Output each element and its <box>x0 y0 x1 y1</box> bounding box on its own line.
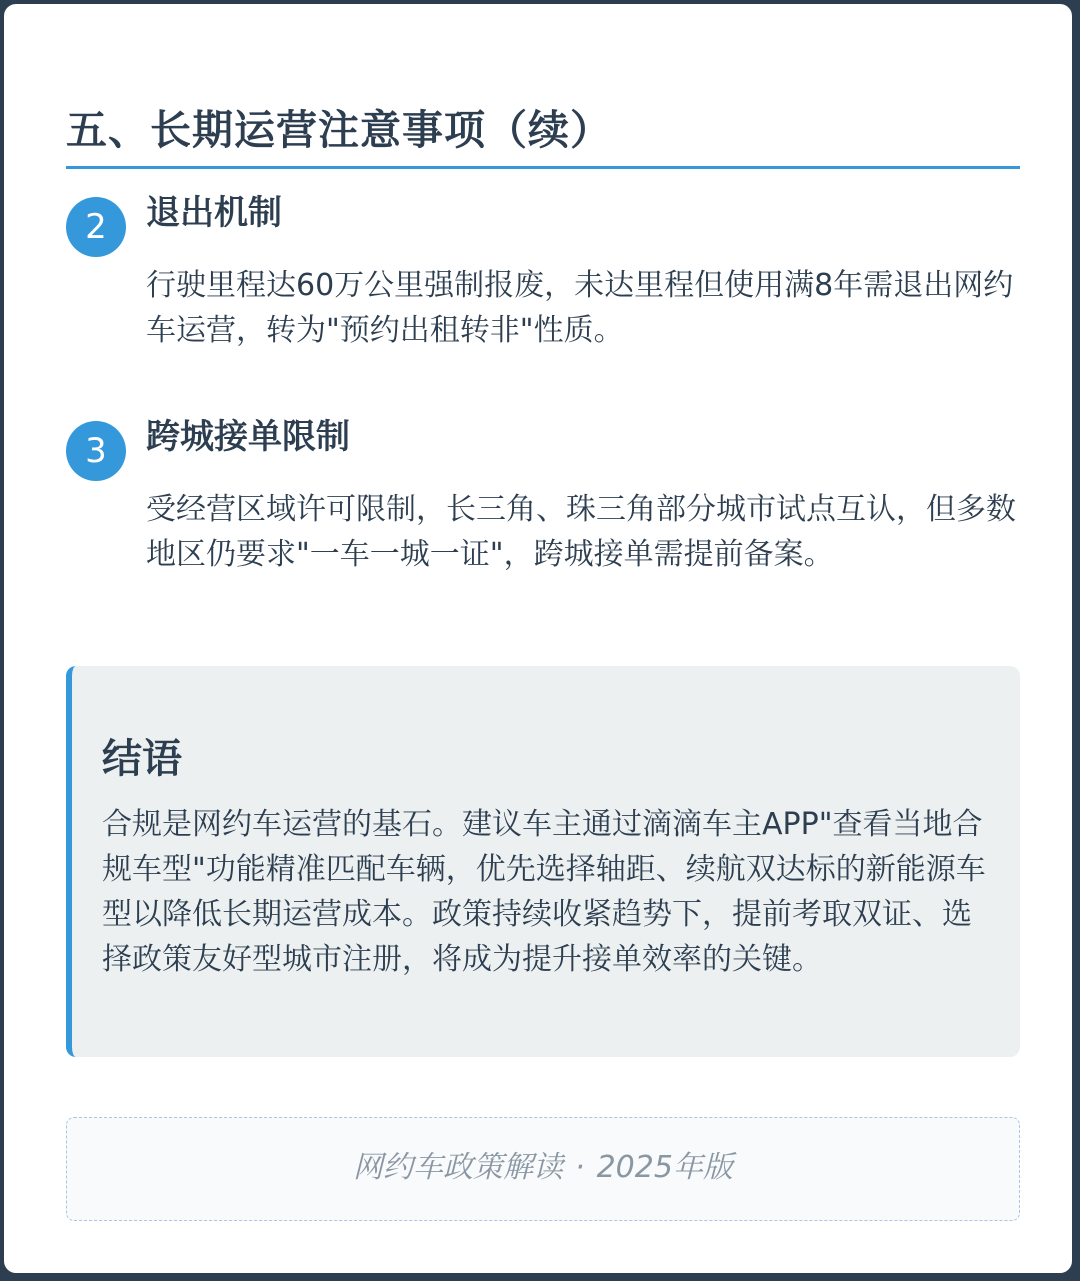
item-heading: 退出机制 <box>146 193 282 233</box>
number-badge: 3 <box>66 421 126 481</box>
item-body: 受经营区域许可限制，长三角、珠三角部分城市试点互认，但多数地区仍要求"一车一城一证"，跨城接单需提前备案。 <box>146 492 1016 572</box>
item-heading: 跨城接单限制 <box>146 417 350 457</box>
conclusion-title: 结语 <box>102 736 182 782</box>
item-body: 行驶里程达60万公里强制报废，未达里程但使用满8年需退出网约车运营，转为"预约出租转非"性质。 <box>146 268 1014 348</box>
number-badge: 2 <box>66 197 126 257</box>
article-card <box>2 2 1074 1275</box>
title-underline <box>66 166 1020 169</box>
footer-note <box>66 1117 1020 1221</box>
footer-title: 网约车政策解读 <box>353 1150 564 1185</box>
footer-edition: 2025年版 <box>596 1150 733 1185</box>
footer-separator: · <box>575 1150 585 1185</box>
section-title: 五、长期运营注意事项（续） <box>66 106 612 154</box>
conclusion-panel <box>66 666 1020 1057</box>
conclusion-body: 合规是网约车运营的基石。建议车主通过滴滴车主APP"查看当地合规车型"功能精准匹配车辆，优先选择轴距、续航双达标的新能源车型以降低长期运营成本。政策持续收紧趋势下，提前考取双证、选择政策友好型城市注册，将成为提升接单效率的关键。 <box>102 807 986 977</box>
